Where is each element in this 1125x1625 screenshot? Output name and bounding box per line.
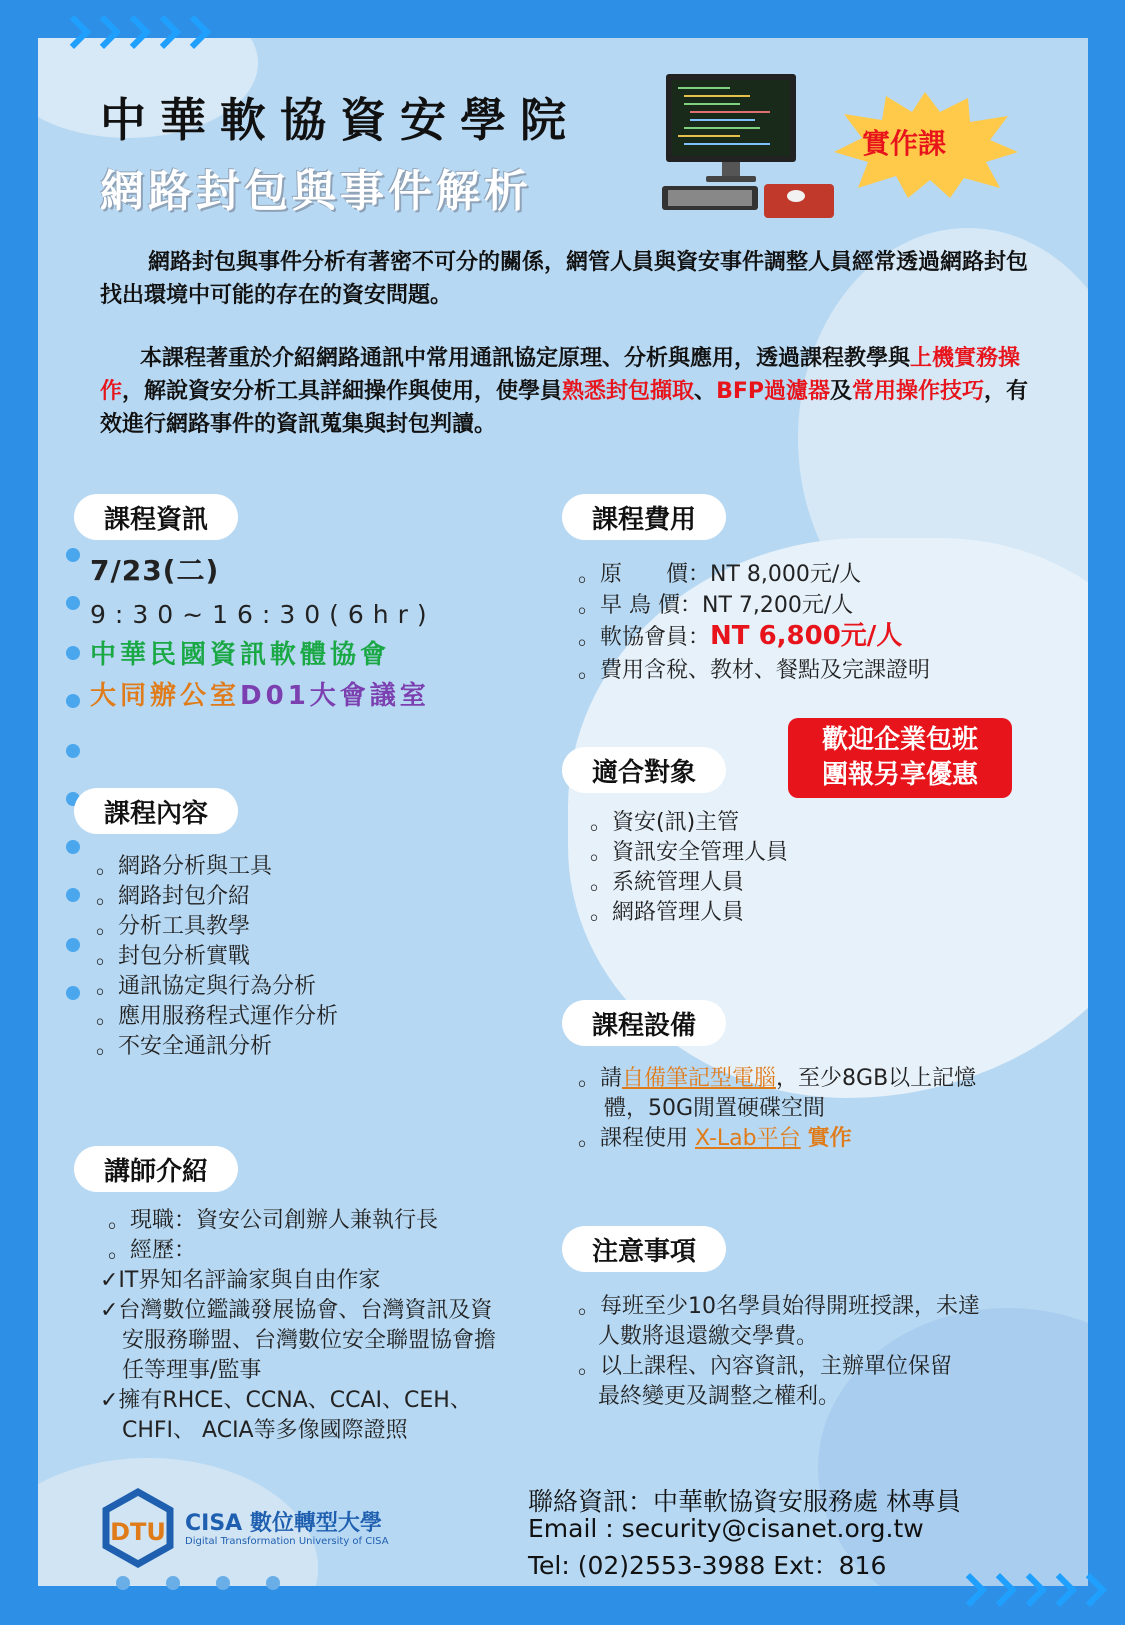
- equipment-line-3: 。課程使用 X-Lab平台 實作: [578, 1126, 852, 1151]
- instructor-credential: ✓IT界知名評論家與自由作家: [100, 1268, 381, 1293]
- content-item: 。分析工具教學: [96, 914, 251, 939]
- course-date: 7/23(二): [90, 554, 220, 587]
- instructor-history: 。經歷：: [108, 1238, 197, 1263]
- decor-dot: [66, 596, 80, 610]
- instructor-credential: ✓台灣數位鑑識發展協會、台灣資訊及資: [100, 1298, 493, 1323]
- decor-dot: [66, 888, 80, 902]
- audience-item: 。資訊安全管理人員: [590, 840, 789, 865]
- intro-paragraph-2: 本課程著重於介紹網路通訊中常用通訊協定原理、分析與應用，透過課程教學與上機實務操作，解說資安分析工具詳細操作與使用，使學員熟悉封包擷取、BFP過濾器及常用操作技巧，有效進行網路事件的資訊蒐集與封包判讀。: [100, 346, 1029, 437]
- decor-dot: [116, 1576, 130, 1590]
- audience-item: 。系統管理人員: [590, 870, 745, 895]
- notes-pill: 注意事項: [562, 1226, 726, 1272]
- contact-person: 聯絡資訊：中華軟協資安服務處 林專員: [528, 1487, 961, 1516]
- content-item: 。網路封包介紹: [96, 884, 251, 909]
- content-item: 。應用服務程式運作分析: [96, 1004, 339, 1029]
- contact-phone: Tel: (02)2553-3988 Ext：816: [528, 1551, 887, 1580]
- decor-blob: [818, 1308, 1088, 1586]
- decor-dot: [66, 694, 80, 708]
- equipment-pill: 課程設備: [562, 1000, 726, 1046]
- note-line: 。以上課程、內容資訊，主辦單位保留: [578, 1354, 953, 1379]
- page-title: 中華軟協資安學院: [100, 93, 580, 147]
- fee-early: 。早 鳥 價：NT 7,200元/人: [578, 593, 854, 618]
- instructor-credential: CHFI、 ACIA等多像國際證照: [122, 1418, 408, 1443]
- svg-text:DTU: DTU: [110, 1518, 166, 1546]
- decor-dot: [216, 1576, 230, 1590]
- decor-dot: [66, 646, 80, 660]
- chevrons-bottom-icon: [958, 1578, 1106, 1602]
- content-item: 。通訊協定與行為分析: [96, 974, 317, 999]
- course-info-pill: 課程資訊: [74, 494, 238, 540]
- instructor-pill: 講師介紹: [74, 1146, 238, 1192]
- course-fee-pill: 課程費用: [562, 494, 726, 540]
- audience-item: 。資安(訊)主管: [590, 810, 740, 835]
- audience-pill: 適合對象: [562, 747, 726, 793]
- decor-dot: [66, 744, 80, 758]
- instructor-credential: ✓擁有RHCE、CCNA、CCAI、CEH、: [100, 1388, 472, 1413]
- content-item: 。封包分析實戰: [96, 944, 251, 969]
- decor-dot: [66, 840, 80, 854]
- promo-line: 團報另享優惠: [821, 760, 978, 790]
- decor-dot: [66, 986, 80, 1000]
- equipment-line-1: 。請自備筆記型電腦，至少8GB以上記憶: [578, 1066, 977, 1091]
- note-line: 人數將退還繳交學費。: [598, 1324, 819, 1349]
- decor-dot: [66, 938, 80, 952]
- group-promo-badge: [788, 718, 1012, 798]
- note-line: 最終變更及調整之權利。: [598, 1384, 841, 1409]
- promo-line: 歡迎企業包班: [821, 725, 978, 755]
- fee-member: 。軟協會員：NT 6,800元/人: [578, 621, 903, 651]
- instructor-current: 。現職：資安公司創辦人兼執行長: [108, 1208, 439, 1233]
- instructor-credential: 任等理事/監事: [122, 1358, 262, 1383]
- fee-note: 。費用含稅、教材、餐點及完課證明: [578, 658, 931, 683]
- logo-subtitle: Digital Transformation University of CISA: [185, 1536, 389, 1547]
- contact-email: Email : security@cisanet.org.tw: [528, 1514, 924, 1543]
- audience-item: 。網路管理人員: [590, 900, 745, 925]
- note-line: 。每班至少10名學員始得開班授課，未達: [578, 1294, 980, 1319]
- equipment-line-2: 體，50G閒置硬碟空間: [604, 1096, 826, 1121]
- practice-badge: 實作課: [862, 127, 947, 160]
- course-time: 9:30~16:30(6hr): [90, 600, 436, 629]
- decor-dot: [266, 1576, 280, 1590]
- instructor-credential: 安服務聯盟、台灣數位安全聯盟協會擔: [122, 1328, 497, 1353]
- decor-dot: [66, 548, 80, 562]
- decor-dot: [166, 1576, 180, 1590]
- fee-original: 。原 價：NT 8,000元/人: [578, 562, 862, 587]
- chevrons-top-icon: [62, 20, 210, 44]
- content-item: 。網路分析與工具: [96, 854, 273, 879]
- course-organizer: 中華民國資訊軟體協會: [90, 640, 391, 670]
- dtu-logo-icon: [102, 1488, 174, 1568]
- course-venue: 大同辦公室D01大會議室: [90, 681, 430, 711]
- content-item: 。不安全通訊分析: [96, 1034, 273, 1059]
- course-content-pill: 課程內容: [74, 788, 238, 834]
- intro-paragraph-1: 網路封包與事件分析有著密不可分的關係，網管人員與資安事件調整人員經常透過網路封包找出環境中可能的存在的資安問題。: [100, 250, 1029, 308]
- page-subtitle: 網路封包與事件解析: [100, 166, 532, 217]
- logo-name: CISA 數位轉型大學: [185, 1511, 382, 1536]
